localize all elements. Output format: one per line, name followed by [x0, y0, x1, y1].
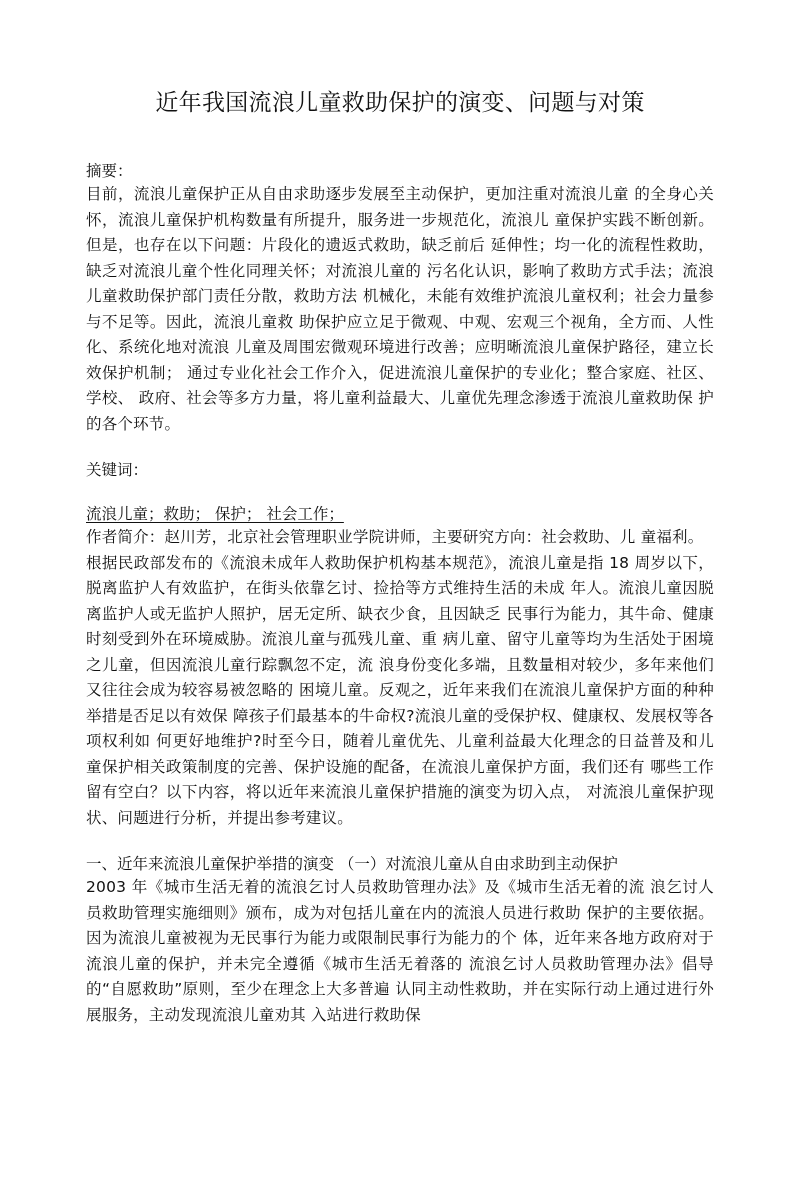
abstract-text: 目前，流浪儿童保护正从自由求助逐步发展至主动保护，更加注重对流浪儿童 的全身心关怀，流浪儿童保护机构数量有所提升，服务进一步规范化，流浪儿 童保护实践不断创新。但是，也存在以下问题：片段化的遗返式救助，缺乏前后 延伸性；均一化的流程性救助，缺乏对流浪儿童个性化同理关怀；对流浪儿童的 污名化认识，影响了救助方式手法；流浪儿童救助保护部门责任分散，救助方法 机械化，未能有效维护流浪儿童权利；社会力量参与不足等。因此，流浪儿童救 助保护应立足于微观、中观、宏观三个视角，全方而、人性化、系统化地对流浪 儿童及周围宏微观环境进行改善；应明晰流浪儿童保护路径，建立长效保护机制； 通过专业化社会工作介入，促进流浪儿童保护的专业化；整合家庭、社区、学校、 政府、社会等多方力量，将儿童利益最大、儿童优先理念渗透于流浪儿童救助保 护的各个环节。 — [86, 185, 714, 433]
keywords-text: 流浪儿童；救助； 保护； 社会工作； — [86, 505, 344, 523]
abstract-label: 摘要： — [86, 162, 133, 180]
document-title: 近年我国流浪儿童救助保护的演变、问题与对策 — [155, 90, 645, 116]
keywords-list — [86, 503, 714, 525]
section-heading: 一、近年来流浪儿童保护举措的演变 （一）对流浪儿童从自由求助到主动保护 — [86, 855, 618, 873]
section-paragraph: 2003 年《城市生活无着的流浪乞讨人员救助管理办法》及《城市生活无着的流 浪乞讨人员救助管理实施细则》颁布，成为对包括儿童在内的流浪人员进行救助 保护的主要依据。因为流浪儿童被视为无民事行为能力或限制民事行为能力的个 体，近年来各地方政府对于流浪儿童的保护，并未完全遵循《城市生活无着落的 流浪乞讨人员救助管理办法》倡导的“自愿救助”原则，至少在理念上大多普遍 认同主动性救助，并在实际行动上通过进行外展服务，主动发现流浪儿童劝其 入站进行救助保 — [86, 878, 714, 1024]
author-bio: 作者简介：赵川芳，北京社会管理职业学院讲师，主要研究方向：社会救助、儿 童福利。 — [86, 528, 704, 546]
keywords-label: 关键词： — [86, 461, 149, 479]
intro-paragraph: 根据民政部发布的《流浪未成年人救助保护机构基本规范》，流浪儿童是指 18 周岁以下，脱离监护人有效监护，在街头依靠乞讨、捡拾等方式维持生活的未成 年人。流浪儿童因脱离监护人或无监护人照护，居无定所、缺衣少食，且因缺乏 民事行为能力，其牛命、健康时刻受到外在环境威胁。流浪儿童与孤残儿童、重 病儿童、留守儿童等均为生活处于困境之儿童，但因流浪儿童行踪飘忽不定，流 浪身份变化多端，且数量相对较少，多年来他们又往往会成为较容易被忽略的 困境儿童。反观之，近年来我们在流浪儿童保护方面的种种举措是否足以有效保 障孩子们最基本的牛命权?流浪儿童的受保护权、健康权、发展权等各项权利如 何更好地维护?时至今日，随着儿童优先、儿童利益最大化理念的日益普及和儿 童保护相关政策制度的完善、保护设施的配备，在流浪儿童保护方面，我们还有 哪些工作留有空白？以下内容，将以近年来流浪儿童保护措施的演变为切入点， 对流浪儿童保护现状、问题进行分析，并提出参考建议。 — [86, 553, 714, 827]
